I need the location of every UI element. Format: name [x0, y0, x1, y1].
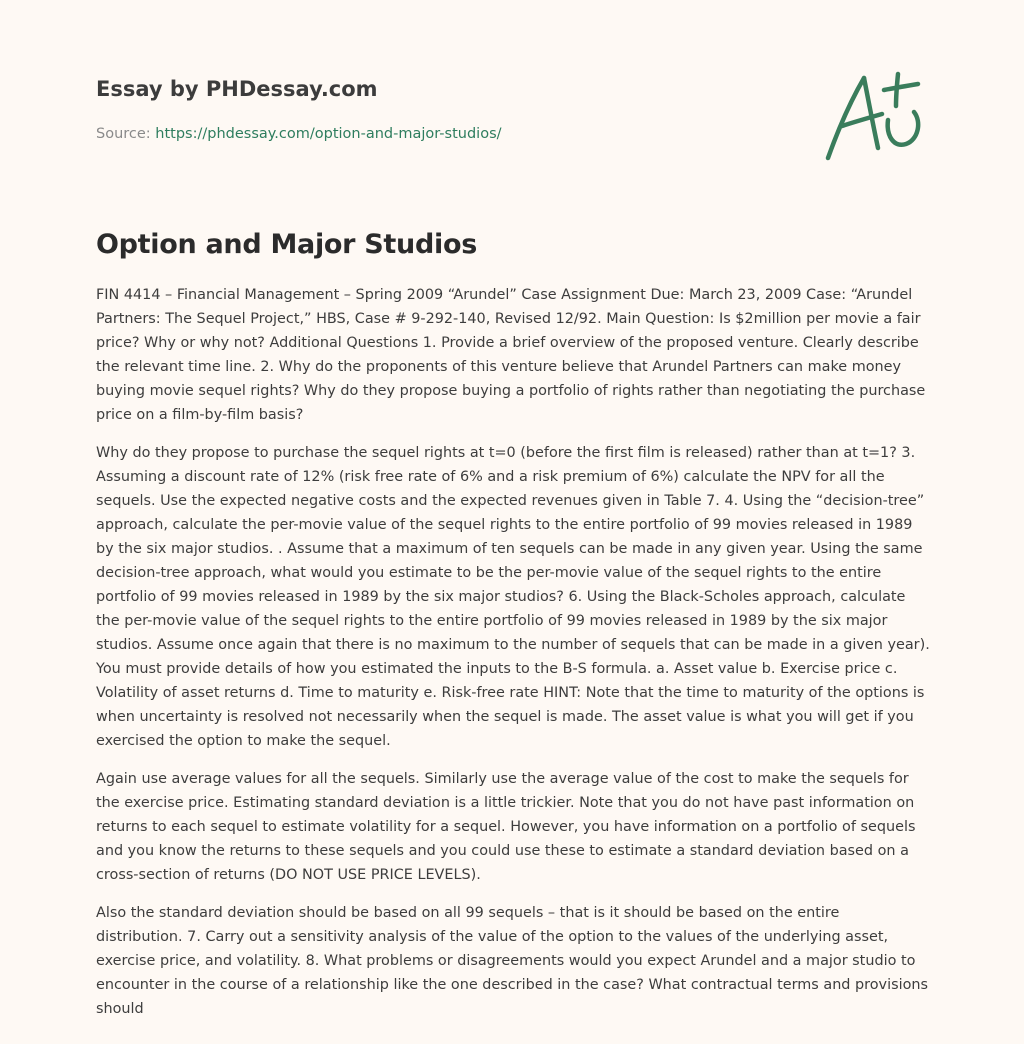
article-title: Option and Major Studios: [96, 229, 477, 260]
article-body: [96, 283, 930, 1035]
a-plus-logo-icon: [820, 68, 928, 164]
paragraph: FIN 4414 – Financial Management – Spring 2009 “Arundel” Case Assignment Due: March 23, 2009 Case: “Arundel Partners: The Sequel Project,” HBS, Case # 9-292-140, Revised 12/92. Main Question: Is $2million per movie a fair price? Why or why not? Additional Questions 1. Provide a brief overview of the proposed venture. Clearly describe the relevant time line. 2. Why do the proponents of this venture believe that Arundel Partners can make money buying movie sequel rights? Why do they propose buying a portfolio of rights rather than negotiating the purchase price on a film-by-film basis?: [96, 287, 926, 423]
paragraph: Again use average values for all the sequels. Similarly use the average value of the cost to make the sequels for the exercise price. Estimating standard deviation is a little trickier. Note that you do not have past information on returns to each sequel to estimate volatility for a sequel. However, you have information on a portfolio of sequels and you know the returns to these sequels and you could use these to estimate a standard deviation based on a cross-section of returns (DO NOT USE PRICE LEVELS).: [96, 771, 916, 883]
brand-title: Essay by PHDessay.com: [96, 77, 378, 101]
paragraph: Why do they propose to purchase the sequel rights at t=0 (before the first film is released) rather than at t=1? 3. Assuming a discount rate of 12% (risk free rate of 6% and a risk premium of 6%) calculate the NPV for all the sequels. Use the expected negative costs and the expected revenues given in Table 7. 4. Using the “decision-tree” approach, calculate the per-movie value of the sequel rights to the entire portfolio of 99 movies released in 1989 by the six major studios. . Assume that a maximum of ten sequels can be made in any given year. Using the same decision-tree approach, what would you estimate to be the per-movie value of the sequel rights to the entire portfolio of 99 movies released in 1989 by the six major studios? 6. Using the Black-Scholes approach, calculate the per-movie value of the sequel rights to the entire portfolio of 99 movies released in 1989 by the six major studios. Assume once again that there is no maximum to the number of sequels that can be made in a given year). You must provide details of how you estimated the inputs to the B-S formula. a. Asset value b. Exercise price c. Volatility of asset returns d. Time to maturity e. Risk-free rate HINT: Note that the time to maturity of the options is when uncertainty is resolved not necessarily when the sequel is made. The asset value is what you will get if you exercised the option to make the sequel.: [96, 445, 930, 749]
page-header: [96, 74, 796, 144]
paragraph: Also the standard deviation should be based on all 99 sequels – that is it should be based on the entire distribution. 7. Carry out a sensitivity analysis of the value of the option to the values of the underlying asset, exercise price, and volatility. 8. What problems or disagreements would you expect Arundel and a major studio to encounter in the course of a relationship like the one described in the case? What contractual terms and provisions should: [96, 905, 928, 1017]
source-line: [96, 124, 796, 144]
source-link[interactable]: https://phdessay.com/option-and-major-studios/: [155, 126, 502, 142]
source-label: Source:: [96, 126, 151, 142]
